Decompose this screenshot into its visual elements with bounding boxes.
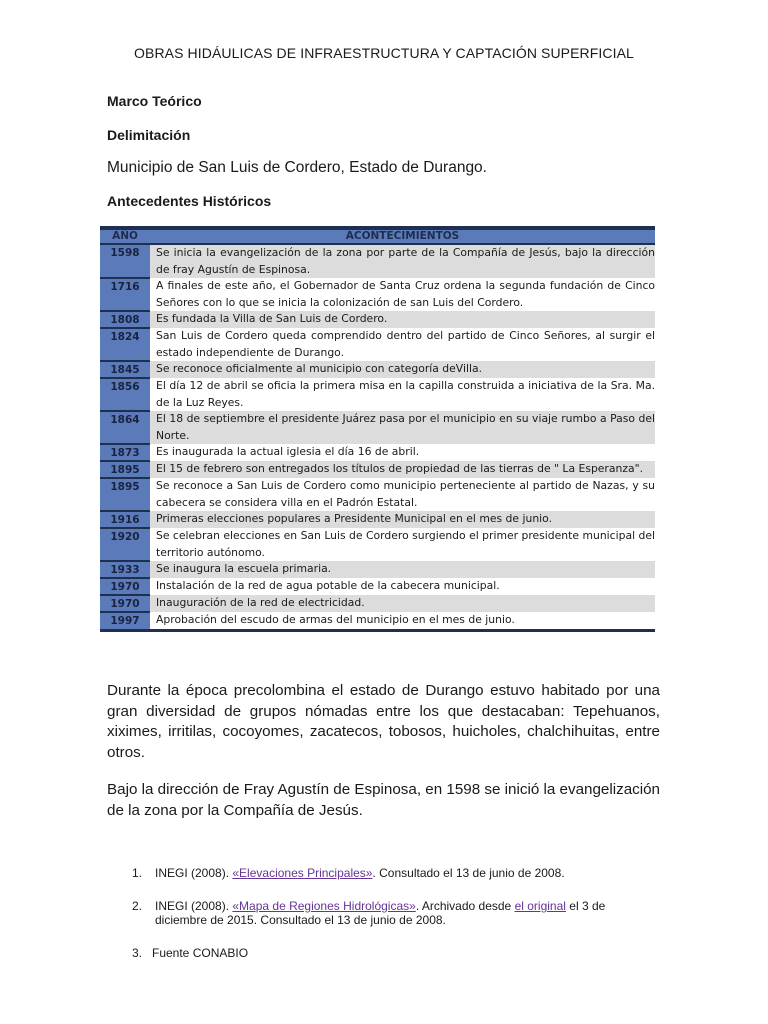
table-row bbox=[100, 528, 655, 561]
table-row bbox=[100, 461, 655, 478]
reference-text: . Archivado desde bbox=[415, 899, 515, 913]
row-year: 1808 bbox=[100, 311, 150, 328]
reference-text: INEGI (2008). bbox=[155, 899, 233, 913]
row-event: Se inaugura la escuela primaria. bbox=[150, 561, 655, 578]
row-event: Se inicia la evangelización de la zona por parte de la Compañía de Jesús, bajo la dirección de fray Agustín de Espinosa. bbox=[150, 244, 655, 278]
row-event: Aprobación del escudo de armas del municipio en el mes de junio. bbox=[150, 612, 655, 630]
table-row bbox=[100, 361, 655, 378]
history-table bbox=[100, 226, 655, 632]
reference-link-original[interactable]: el original bbox=[514, 899, 566, 913]
heading-antecedentes: Antecedentes Históricos bbox=[107, 193, 272, 209]
row-event: San Luis de Cordero queda comprendido dentro del partido de Cinco Señores, al surgir el estado independiente de Durango. bbox=[150, 328, 655, 361]
row-event: El 15 de febrero son entregados los títulos de propiedad de las tierras de " La Esperanza". bbox=[150, 461, 655, 478]
row-year: 1864 bbox=[100, 411, 150, 444]
row-year: 1824 bbox=[100, 328, 150, 361]
reference-text: . Consultado el 13 de junio de 2008. bbox=[372, 866, 565, 880]
table-row bbox=[100, 311, 655, 328]
reference-body bbox=[155, 899, 660, 927]
paragraph-precolombina: Durante la época precolombina el estado de Durango estuvo habitado por una gran diversidad de grupos nómadas entre los que destacaban: Tepehuanos, xiximes, irritilas, cocoyomes, zacatecos, tobosos, huicholes, chalchihuitas, entre otros. bbox=[107, 682, 660, 761]
row-year: 1916 bbox=[100, 511, 150, 528]
table-row bbox=[100, 478, 655, 511]
row-event: Se reconoce a San Luis de Cordero como municipio perteneciente al partido de Nazas, y su cabecera se considera villa en el Padrón Estatal. bbox=[150, 478, 655, 511]
table-row bbox=[100, 511, 655, 528]
table-row bbox=[100, 561, 655, 578]
table-body bbox=[100, 244, 655, 630]
table-row bbox=[100, 244, 655, 278]
reference-text: el 3 de diciembre de 2015. Consultado el 13 de junio de 2008. bbox=[155, 899, 606, 927]
row-year: 1997 bbox=[100, 612, 150, 630]
row-event: Es fundada la Villa de San Luis de Cordero. bbox=[150, 311, 655, 328]
table-row bbox=[100, 444, 655, 461]
row-event: Es inaugurada la actual iglesia el día 16 de abril. bbox=[150, 444, 655, 461]
row-year: 1856 bbox=[100, 378, 150, 411]
header-year: AÑO bbox=[100, 228, 150, 244]
document-title: OBRAS HIDÁULICAS DE INFRAESTRUCTURA Y CAPTACIÓN SUPERFICIAL bbox=[134, 45, 634, 61]
reference-number: 1. bbox=[132, 866, 143, 880]
paragraph-evangelizacion: Bajo la dirección de Fray Agustín de Espinosa, en 1598 se inició la evangelización de la zona por la Compañía de Jesús. bbox=[107, 781, 661, 819]
row-year: 1933 bbox=[100, 561, 150, 578]
row-event: El 18 de septiembre el presidente Juárez pasa por el municipio en su viaje rumbo a Paso del Norte. bbox=[150, 411, 655, 444]
row-event: Primeras elecciones populares a Presidente Municipal en el mes de junio. bbox=[150, 511, 655, 528]
row-year: 1598 bbox=[100, 244, 150, 278]
heading-marco-teorico: Marco Teórico bbox=[107, 93, 202, 109]
row-event: Instalación de la red de agua potable de la cabecera municipal. bbox=[150, 578, 655, 595]
row-event: Inauguración de la red de electricidad. bbox=[150, 595, 655, 612]
reference-body bbox=[155, 866, 660, 880]
row-event: El día 12 de abril se oficia la primera misa en la capilla construida a iniciativa de la Sra. Ma. de la Luz Reyes. bbox=[150, 378, 655, 411]
reference-text: Fuente CONABIO bbox=[152, 946, 249, 960]
table-row bbox=[100, 378, 655, 411]
row-year: 1970 bbox=[100, 578, 150, 595]
heading-delimitacion: Delimitación bbox=[107, 127, 191, 143]
reference-number: 2. bbox=[132, 899, 143, 913]
table-row bbox=[100, 328, 655, 361]
table-row bbox=[100, 612, 655, 630]
table-row bbox=[100, 595, 655, 612]
reference-link-mapa-regiones[interactable]: «Mapa de Regiones Hidrológicas» bbox=[232, 899, 416, 913]
row-year: 1970 bbox=[100, 595, 150, 612]
table-header-row bbox=[100, 228, 655, 244]
reference-link-elevaciones[interactable]: «Elevaciones Principales» bbox=[232, 866, 373, 880]
row-year: 1895 bbox=[100, 478, 150, 511]
row-year: 1920 bbox=[100, 528, 150, 561]
row-event: A finales de este año, el Gobernador de Santa Cruz ordena la segunda fundación de Cinco Señores con lo que se inicia la colonización de san Luis del Cordero. bbox=[150, 278, 655, 311]
reference-text: INEGI (2008). bbox=[155, 866, 233, 880]
row-event: Se reconoce oficialmente al municipio con categoría deVilla. bbox=[150, 361, 655, 378]
table-row bbox=[100, 578, 655, 595]
row-year: 1716 bbox=[100, 278, 150, 311]
header-event: ACONTECIMIENTOS bbox=[150, 228, 655, 244]
row-year: 1845 bbox=[100, 361, 150, 378]
row-year: 1895 bbox=[100, 461, 150, 478]
table-row bbox=[100, 411, 655, 444]
row-year: 1873 bbox=[100, 444, 150, 461]
reference-number: 3. bbox=[132, 946, 143, 960]
row-event: Se celebran elecciones en San Luis de Cordero surgiendo el primer presidente municipal del territorio autónomo. bbox=[150, 528, 655, 561]
table-row bbox=[100, 278, 655, 311]
municipio-text: Municipio de San Luis de Cordero, Estado de Durango. bbox=[107, 159, 487, 176]
